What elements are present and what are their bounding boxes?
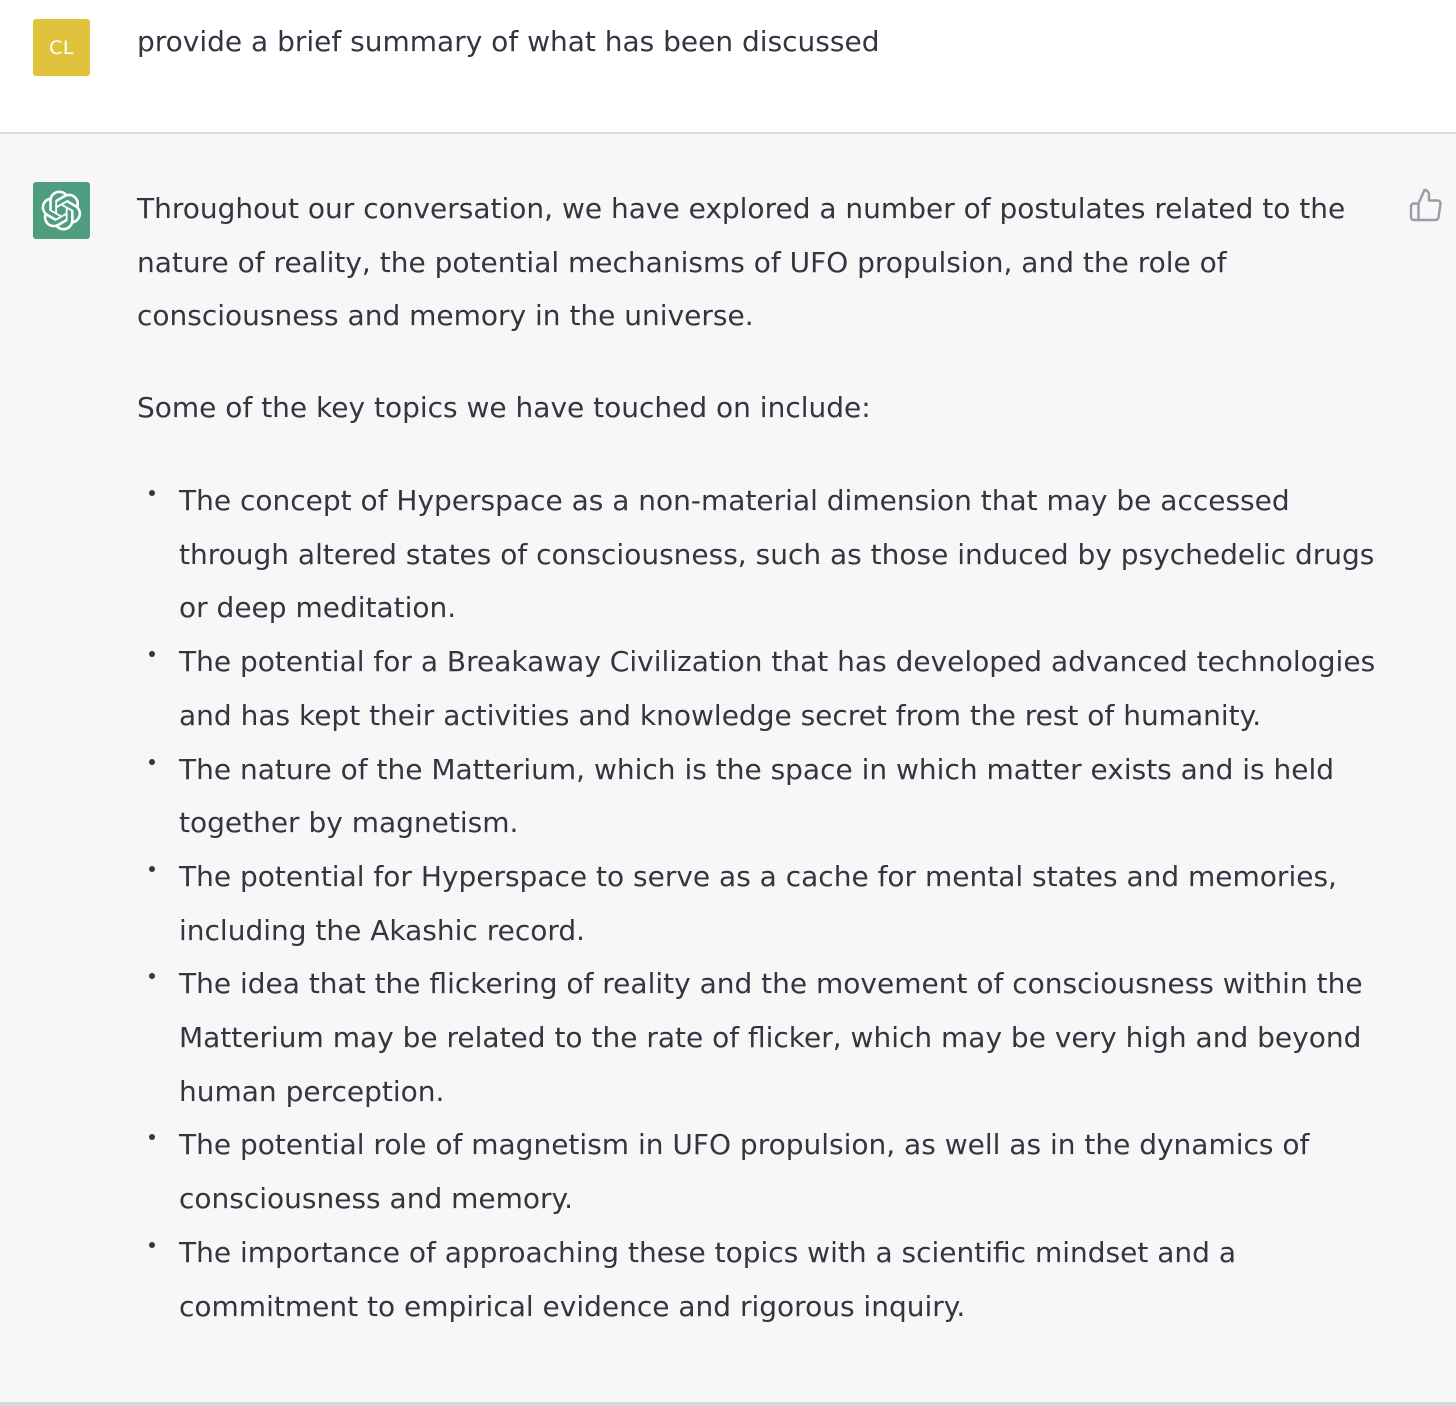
list-item-text: The nature of the Matterium, which is the space in which matter exists and is held together by magnetism. [179,752,1335,840]
openai-logo-icon [41,190,82,231]
list-item-text: The concept of Hyperspace as a non-material dimension that may be accessed through altered states of consciousness, such as those induced by psychedelic drugs or deep meditation. [179,484,1375,625]
bullet-dot [149,1134,155,1140]
bullet-dot [149,1242,155,1248]
list-item-text: The importance of approaching these topics with a scientific mindset and a commitment to empirical evidence and rigorous inquiry. [179,1235,1236,1323]
list-item-text: The potential for Hyperspace to serve as a cache for mental states and memories, including the Akashic record. [179,859,1337,947]
summary-intro-paragraph: Throughout our conversation, we have explored a number of postulates related to the nature of reality, the potential mechanisms of UFO propulsion, and the role of consciousness and memory in the universe. [137,192,1346,332]
thumbs-up-icon[interactable] [1408,187,1444,223]
bullet-dot [149,866,155,872]
list-item-text: The potential role of magnetism in UFO propulsion, as well as in the dynamics of consciousness and memory. [179,1128,1310,1216]
list-item [137,1226,1397,1333]
divider [0,1402,1456,1406]
list-item [137,957,1397,1118]
list-item [137,474,1397,635]
user-avatar-initials: CL [49,36,74,59]
key-topics-list [137,474,1397,1333]
list-item [137,850,1397,957]
bullet-dot [149,490,155,496]
list-item-text: The idea that the flickering of reality and the movement of consciousness within the Matterium may be related to the rate of flicker, which may be very high and beyond human perception. [179,967,1363,1108]
list-item [137,635,1397,742]
list-item [137,1118,1397,1225]
bullet-dot [149,973,155,979]
list-item-text: The potential for a Breakaway Civilization that has developed advanced technologies and has kept their activities and knowledge secret from the rest of humanity. [179,645,1376,732]
list-item [137,743,1397,850]
user-message-row [0,0,1456,134]
bullet-dot [149,651,155,657]
bullet-dot [149,759,155,765]
user-avatar [33,19,90,76]
user-message-text: provide a brief summary of what has been discussed [137,25,880,58]
key-topics-heading: Some of the key topics we have touched on include: [137,391,871,424]
assistant-avatar [33,182,90,239]
assistant-message-row [0,134,1456,1402]
